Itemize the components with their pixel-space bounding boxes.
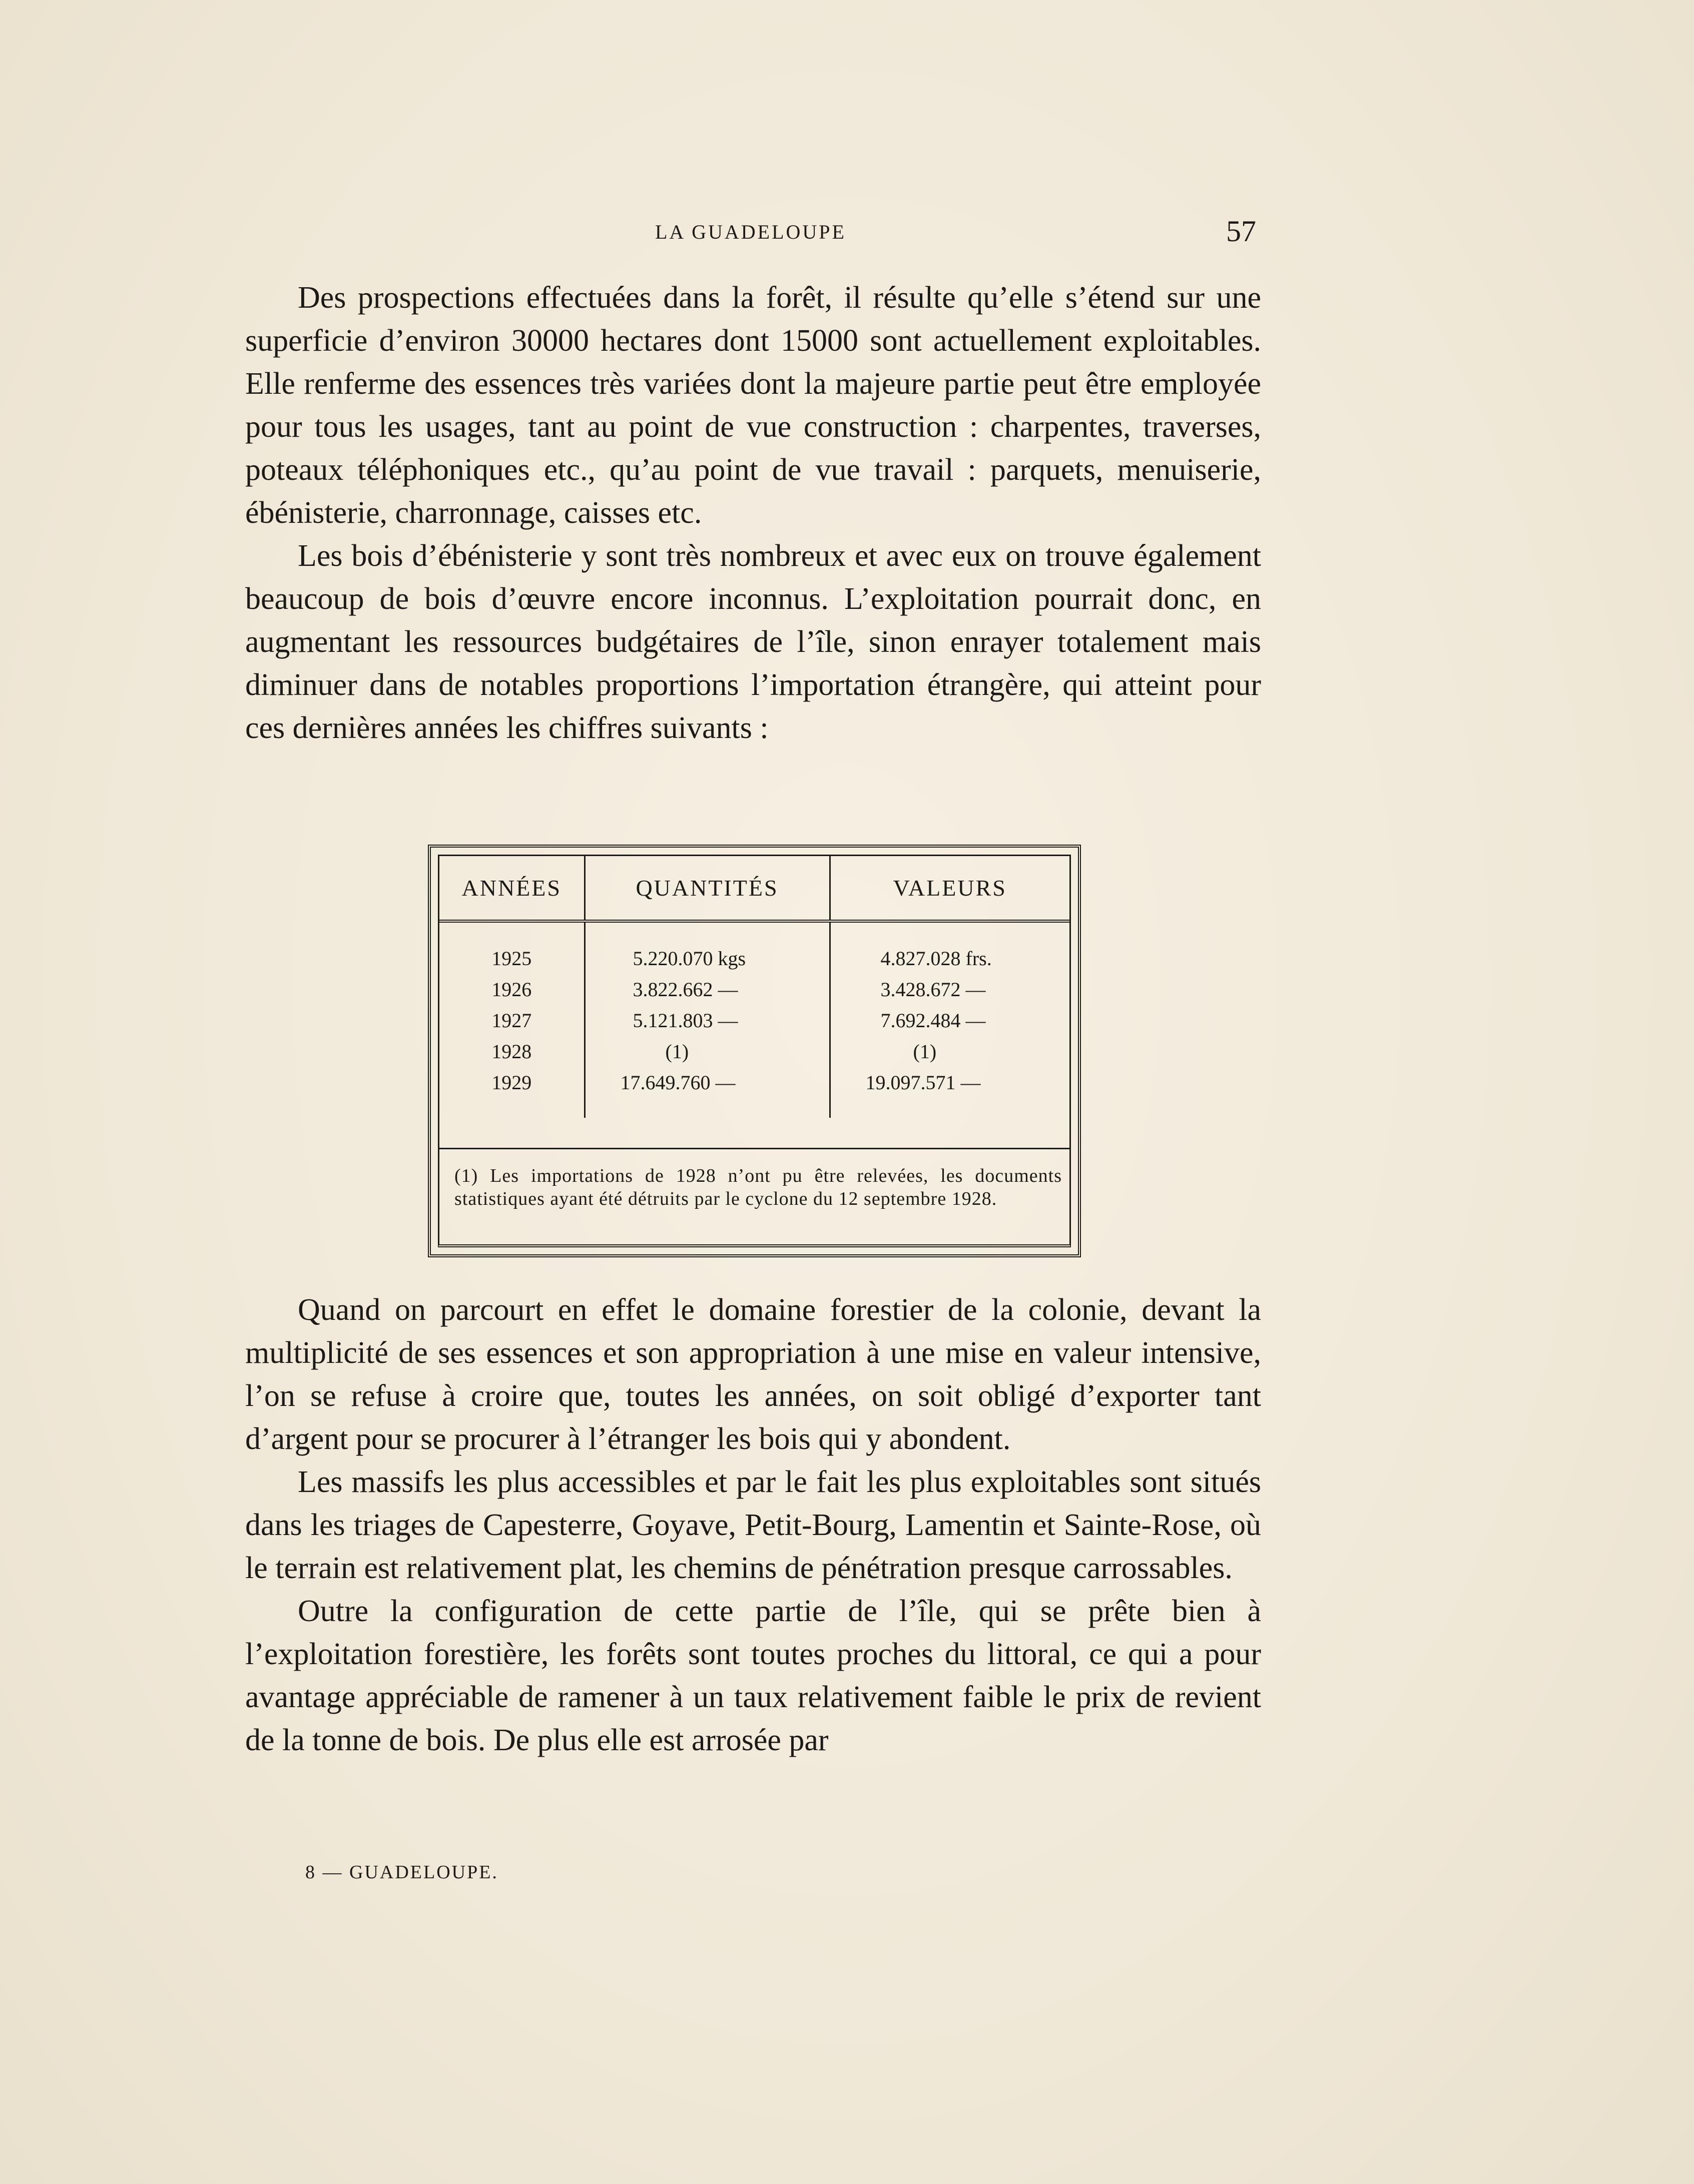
- value-cell: 19.097.571 —: [865, 1071, 981, 1094]
- year-cell: 1928: [439, 1036, 585, 1067]
- column-header-values: VALEURS: [830, 856, 1069, 921]
- value-cell: (1): [913, 1040, 937, 1063]
- running-title: LA GUADELOUPE: [655, 221, 846, 243]
- import-table: [428, 845, 1081, 1257]
- quantity-cell: 3.822.662 —: [585, 974, 830, 1005]
- year-cell: 1926: [439, 974, 585, 1005]
- body-text-top: [245, 276, 1261, 750]
- paragraph: Les massifs les plus accessibles et par le fait les plus exploitables sont situés dans les triages de Capesterre, Goyave, Petit-Bourg, Lamentin et Sainte-Rose, où le terrain est relativement plat, les chemins de pénétration presque carrossables.: [245, 1465, 1261, 1585]
- printer-signature: 8 — GUADELOUPE.: [305, 1862, 498, 1883]
- table-row: [439, 921, 1069, 974]
- table-row: [439, 1005, 1069, 1036]
- table-inner-border: [438, 855, 1071, 1247]
- table-header-row: [439, 856, 1069, 921]
- table-row: [439, 1067, 1069, 1118]
- column-header-quantities: QUANTITÉS: [585, 856, 830, 921]
- value-cell: 7.692.484 —: [880, 1009, 986, 1032]
- paragraph: Des prospections effectuées dans la forêt, il résulte qu’elle s’étend sur une superficie d’environ 30000 hectares dont 15000 sont actuellement exploitables. Elle renferme des essences très variées dont la majeure partie peut être employée pour tous les usages, tant au point de vue construction : charpentes, traverses, poteaux téléphoniques etc., qu’au point de vue travail : parquets, menuiserie, ébénisterie, charronnage, caisses etc.: [245, 281, 1261, 530]
- paragraph: Les bois d’ébénisterie y sont très nombreux et avec eux on trouve également beaucoup de bois d’œuvre encore inconnus. L’exploitation pourrait donc, en augmentant les ressources budgétaires de l’île, sinon enrayer totalement mais diminuer dans de notables proportions l’importation étrangère, qui atteint pour ces dernières années les chiffres suivants :: [245, 539, 1261, 745]
- quantity-cell: 5.220.070 kgs: [585, 921, 830, 974]
- table-footnote: (1) Les importations de 1928 n’ont pu être relevées, les documents statistiques ayant été détruits par le cyclone du 12 septembre 1928.: [439, 1148, 1069, 1210]
- quantity-cell: 17.649.760 —: [585, 1067, 830, 1118]
- year-cell: 1925: [439, 921, 585, 974]
- import-statistics-table: [439, 856, 1069, 1118]
- year-cell: 1929: [439, 1067, 585, 1118]
- table-row: [439, 1036, 1069, 1067]
- body-text-bottom: [245, 1288, 1261, 1762]
- year-cell: 1927: [439, 1005, 585, 1036]
- quantity-cell: 5.121.803 —: [585, 1005, 830, 1036]
- paragraph: Quand on parcourt en effet le domaine forestier de la colonie, devant la multiplicité de ses essences et son appropriation à une mise en valeur intensive, l’on se refuse à croire que, toutes les années, on soit obligé d’exporter tant d’argent pour se procurer à l’étranger les bois qui y abondent.: [245, 1293, 1261, 1456]
- table-row: [439, 974, 1069, 1005]
- value-cell: 3.428.672 —: [880, 978, 986, 1001]
- paragraph: Outre la configuration de cette partie de l’île, qui se prête bien à l’exploitation forestière, les forêts sont toutes proches du littoral, ce qui a pour avantage appréciable de ramener à un taux relativement faible le prix de revient de la tonne de bois. De plus elle est arrosée par: [245, 1594, 1261, 1757]
- quantity-cell: (1): [585, 1036, 830, 1067]
- page-number: 57: [1226, 215, 1256, 248]
- column-header-years: ANNÉES: [439, 856, 585, 921]
- value-cell: 4.827.028 frs.: [880, 947, 992, 970]
